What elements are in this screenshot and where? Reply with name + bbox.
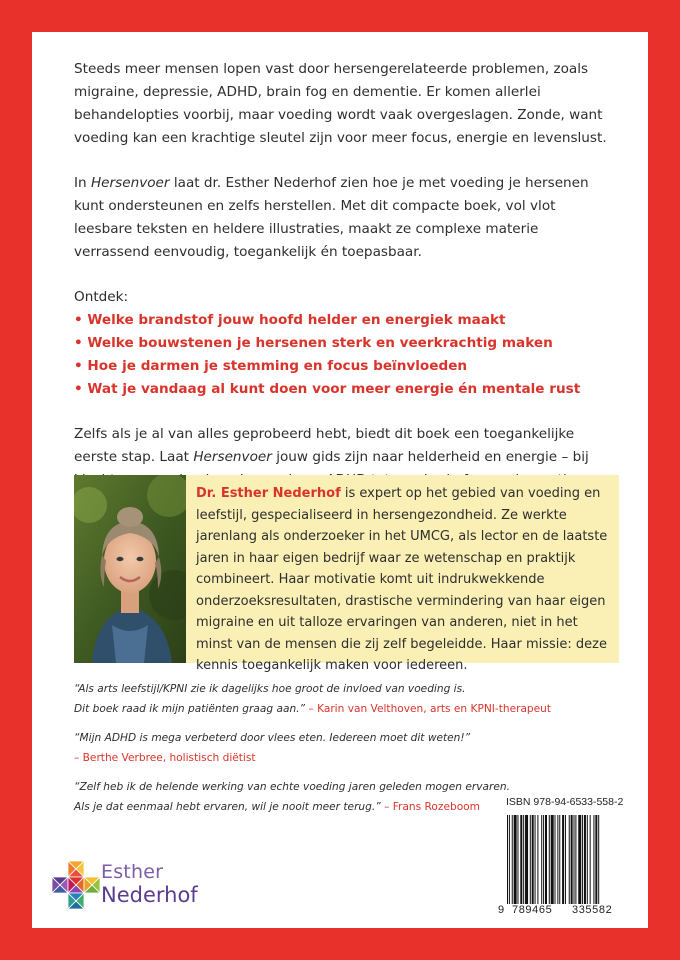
isbn-label: ISBN 978-94-6533-558-2: [506, 796, 624, 808]
barcode-bar: [559, 815, 560, 904]
barcode-bar: [578, 815, 581, 904]
author-logo: [52, 857, 252, 915]
intro-p2-pre: In: [74, 175, 91, 191]
barcode-bar: [590, 815, 591, 904]
quote-line: Als je dat eenmaal hebt ervaren, wil je nooit meer terug.”: [74, 801, 381, 813]
ontdek-label: Ontdek:: [74, 289, 129, 305]
barcode-bar: [525, 815, 528, 904]
barcode-bar: [514, 815, 517, 904]
closing-pre: Zelfs als je al van alles geprobeerd hebt, biedt dit boek een toegankelijke eerste stap. Laat: [74, 426, 575, 465]
quote-line: Dit boek raad ik mijn patiënten graag aan.”: [74, 703, 306, 715]
barcode-bar: [543, 815, 544, 904]
isbn-barcode: [498, 811, 630, 921]
barcode-bar: [562, 815, 564, 904]
author-bio-box: [74, 475, 619, 673]
quote-attribution: – Frans Rozeboom: [380, 801, 480, 813]
intro-p2-post: laat dr. Esther Nederhof zien hoe je met voeding je hersenen kunt ondersteunen en zelfs herstellen. Met dit compacte boek, vol vlot leesbare teksten en heldere illustraties, maakt ze complexe materie verrassend eenvoudig, toegankelijk én toepasbaar.: [74, 175, 589, 260]
quote-attribution: – Berthe Verbree, holistisch diëtist: [74, 752, 256, 764]
barcode-bar: [535, 815, 536, 904]
barcode-bar: [541, 815, 542, 904]
logo-first-name: Esther: [101, 861, 164, 883]
book-title-inline: Hersenvoer: [90, 175, 170, 191]
ontdek-item: • Welke bouwstenen je hersenen sterk en veerkrachtig maken: [74, 335, 553, 351]
main-text: [74, 58, 614, 492]
barcode-bar: [555, 815, 556, 904]
barcode-bar: [537, 815, 538, 904]
barcode-bar: [598, 815, 599, 904]
barcode-bar: [549, 815, 550, 904]
barcode-bar: [565, 815, 566, 904]
barcode-bar: [595, 815, 597, 904]
book-title-inline: Hersenvoer: [193, 449, 272, 465]
barcode-bar: [593, 815, 594, 904]
barcode-bar: [557, 815, 558, 904]
barcode-bar: [507, 815, 508, 904]
barcode-bar: [582, 815, 583, 904]
intro-paragraph-1: Steeds meer mensen lopen vast door hersengerelateerde problemen, zoals migraine, depressie, ADHD, brain fog en dementie. Er komen allerlei behandelopties voorbij, maar voeding wordt vaak overgeslagen. Zonde, want voeding kan een krachtige sleutel zijn voor meer focus, energie en levenslust.: [74, 61, 607, 146]
author-name: Dr. Esther Nederhof: [196, 486, 341, 501]
ontdek-list: [74, 309, 614, 401]
barcode-bar: [571, 815, 573, 904]
barcode-bar: [584, 815, 586, 904]
barcode-bar: [509, 815, 510, 904]
barcode-digits: [498, 904, 630, 920]
quote-attribution: – Karin van Velthoven, arts en KPNI-therapeut: [305, 703, 552, 715]
barcode-bar: [517, 815, 518, 904]
quote-line: “Als arts leefstijl/KPNI zie ik dagelijks hoe groot de invloed van voeding is.: [74, 683, 466, 695]
barcode-bar: [545, 815, 547, 904]
author-bio-body: is expert op het gebied van voeding en leefstijl, gespecialiseerd in hersengezondheid. Ze werkte jarenlang als onderzoeker in het UMCG, als lector en de laatste jaren in haar eigen bedrijf waar ze wetenschap en praktijk combineert. Haar motivatie komt uit indrukwekkende onderzoeksresultaten, drastische vermindering van haar eigen migraine en uit talloze ervaringen van anderen, niet in het minst van de mensen die zij zelf begeleidde. Haar missie: deze kennis toegankelijk maken voor iedereen.: [196, 486, 608, 673]
barcode-digit-first: 9: [498, 904, 505, 916]
barcode-bar: [574, 815, 575, 904]
testimonial-quote: [74, 679, 619, 719]
quote-line: “Mijn ADHD is mega verbeterd door vlees eten. Iedereen moet dit weten!”: [74, 732, 471, 744]
barcode-bar: [569, 815, 570, 904]
cross-mosaic-icon: [52, 861, 100, 909]
barcode-bar: [551, 815, 554, 904]
author-bio-text: [196, 483, 614, 677]
back-cover-page: [32, 32, 648, 928]
barcode-bars: [507, 815, 628, 904]
logo-last-name: Nederhof: [101, 883, 198, 907]
barcode-bar: [530, 815, 531, 904]
barcode-bar: [575, 815, 576, 904]
testimonial-quote: [74, 728, 619, 768]
quote-line: “Zelf heb ik de helende werking van echte voeding jaren geleden mogen ervaren.: [74, 781, 510, 793]
author-photo: [74, 475, 186, 663]
barcode-bar: [512, 815, 513, 904]
barcode-digits-right: 335582: [572, 904, 613, 916]
ontdek-item: • Hoe je darmen je stemming en focus beïnvloeden: [74, 358, 468, 374]
barcode-bar: [520, 815, 522, 904]
barcode-bar: [532, 815, 534, 904]
ontdek-item: • Wat je vandaag al kunt doen voor meer energie én mentale rust: [74, 381, 581, 397]
intro-paragraph-2: [74, 172, 614, 264]
barcode-digits-left: 789465: [512, 904, 553, 916]
barcode-bar: [587, 815, 588, 904]
closing-post: jouw gids zijn naar helderheid en energie – bij: [276, 449, 589, 465]
barcode-bar: [523, 815, 524, 904]
ontdek-item: • Welke brandstof jouw hoofd helder en energiek maakt: [74, 312, 506, 328]
